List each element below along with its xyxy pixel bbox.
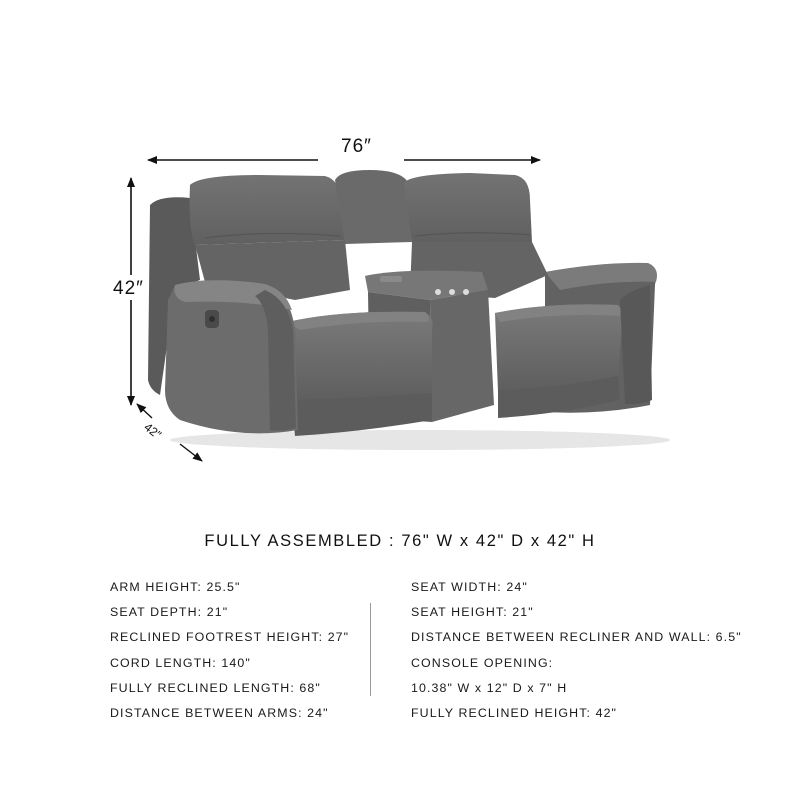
spec-item: CONSOLE OPENING: <box>411 655 554 670</box>
column-divider <box>370 603 371 696</box>
spec-list-right <box>411 577 742 728</box>
spec-item: FULLY RECLINED LENGTH: 68" <box>110 680 321 695</box>
spec-item: DISTANCE BETWEEN RECLINER AND WALL: 6.5" <box>411 630 742 645</box>
spec-item: RECLINED FOOTREST HEIGHT: 27" <box>110 630 350 645</box>
spec-item: SEAT DEPTH: 21" <box>110 605 229 620</box>
spec-item: 10.38" W x 12" D x 7" H <box>411 680 568 695</box>
loveseat-illustration <box>148 170 670 450</box>
height-dimension-label: 42″ <box>113 278 144 299</box>
spec-item: ARM HEIGHT: 25.5" <box>110 580 241 594</box>
width-dimension-label: 76″ <box>341 136 372 157</box>
spec-item: CORD LENGTH: 140" <box>110 655 251 670</box>
spec-list-left <box>110 577 349 728</box>
spec-item: FULLY RECLINED HEIGHT: 42" <box>411 705 618 720</box>
spec-item: DISTANCE BETWEEN ARMS: 24" <box>110 705 329 720</box>
spec-item: SEAT WIDTH: 24" <box>411 580 528 594</box>
spec-item: SEAT HEIGHT: 21" <box>411 605 534 620</box>
fully-assembled-headline: FULLY ASSEMBLED : 76" W x 42" D x 42" H <box>204 532 596 550</box>
depth-dimension-label: 42″ <box>141 420 164 442</box>
